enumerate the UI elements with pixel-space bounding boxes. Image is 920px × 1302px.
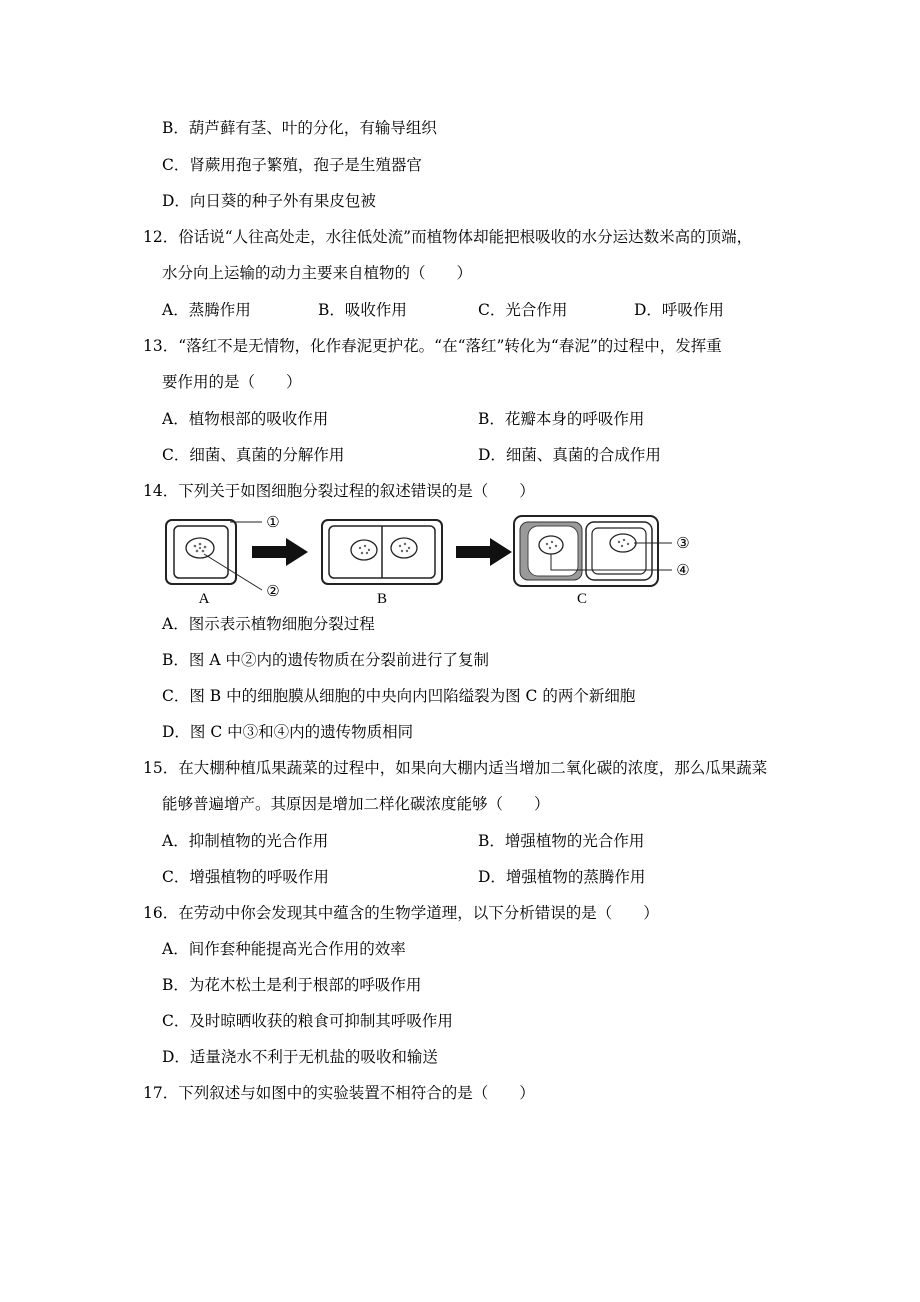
q11-option-c: C．肾蕨用孢子繁殖，孢子是生殖器官	[162, 156, 422, 174]
q13-stem-line1: 13．“落红不是无情物，化作春泥更护花。“在“落红”转化为“春泥”的过程中，发挥重	[143, 337, 722, 355]
cell-b	[322, 520, 442, 584]
marker-2: ②	[266, 584, 280, 600]
q16-option-a: A．间作套种能提高光合作用的效率	[162, 940, 406, 958]
q12-option-a: A．蒸腾作用	[162, 301, 251, 319]
cell-division-figure	[162, 512, 702, 607]
q15-option-c: C．增强植物的呼吸作用	[162, 868, 329, 886]
q12-option-d: D．呼吸作用	[634, 301, 724, 319]
q14-stem: 14．下列关于如图细胞分裂过程的叙述错误的是（ ）	[143, 482, 535, 500]
arrow-right-icon	[252, 538, 308, 566]
q17-stem: 17．下列叙述与如图中的实验装置不相符合的是（ ）	[143, 1084, 535, 1102]
q11-option-b: B．葫芦藓有茎、叶的分化，有输导组织	[162, 119, 437, 137]
q15-stem-line1: 15．在大棚种植瓜果蔬菜的过程中，如果向大棚内适当增加二氧化碳的浓度，那么瓜果蔬菜	[143, 759, 768, 777]
q13-option-c: C．细菌、真菌的分解作用	[162, 446, 345, 464]
q12-option-b: B．吸收作用	[318, 301, 407, 319]
q12-stem-line2: 水分向上运输的动力主要来自植物的（ ）	[162, 264, 473, 282]
q15-option-d: D．增强植物的蒸腾作用	[478, 868, 646, 886]
marker-4: ④	[676, 563, 690, 579]
q14-option-a: A．图示表示植物细胞分裂过程	[162, 615, 375, 633]
q14-option-b: B．图 A 中②内的遗传物质在分裂前进行了复制	[162, 651, 489, 669]
q13-option-b: B．花瓣本身的呼吸作用	[478, 410, 645, 428]
q16-option-b: B．为花木松土是利于根部的呼吸作用	[162, 976, 422, 994]
figure-label-a: A	[198, 591, 210, 607]
q15-option-b: B．增强植物的光合作用	[478, 832, 645, 850]
q14-option-c: C．图 B 中的细胞膜从细胞的中央向内凹陷缢裂为图 C 的两个新细胞	[162, 687, 636, 705]
q16-stem: 16．在劳动中你会发现其中蕴含的生物学道理，以下分析错误的是（ ）	[143, 904, 659, 922]
q15-stem-line2: 能够普遍增产。其原因是增加二样化碳浓度能够（ ）	[162, 795, 550, 813]
q14-option-d: D．图 C 中③和④内的遗传物质相同	[162, 723, 414, 741]
q13-stem-line2: 要作用的是（ ）	[162, 373, 302, 391]
figure-label-c: C	[576, 591, 588, 607]
cell-a	[166, 520, 262, 590]
q16-option-c: C．及时晾晒收获的粮食可抑制其呼吸作用	[162, 1012, 453, 1030]
q12-stem-line1: 12．俗话说“人往高处走，水往低处流”而植物体却能把根吸收的水分运达数米高的顶端，	[143, 228, 753, 246]
marker-3: ③	[676, 536, 690, 552]
q16-option-d: D．适量浇水不利于无机盐的吸收和输送	[162, 1048, 438, 1066]
cell-c	[514, 516, 672, 586]
arrow-right-icon	[456, 538, 512, 566]
q13-option-d: D．细菌、真菌的合成作用	[478, 446, 661, 464]
marker-1: ①	[266, 515, 280, 531]
figure-label-b: B	[376, 591, 388, 607]
q12-option-c: C．光合作用	[478, 301, 568, 319]
q13-option-a: A．植物根部的吸收作用	[162, 410, 329, 428]
q15-option-a: A．抑制植物的光合作用	[162, 832, 329, 850]
q11-option-d: D．向日葵的种子外有果皮包被	[162, 192, 376, 210]
